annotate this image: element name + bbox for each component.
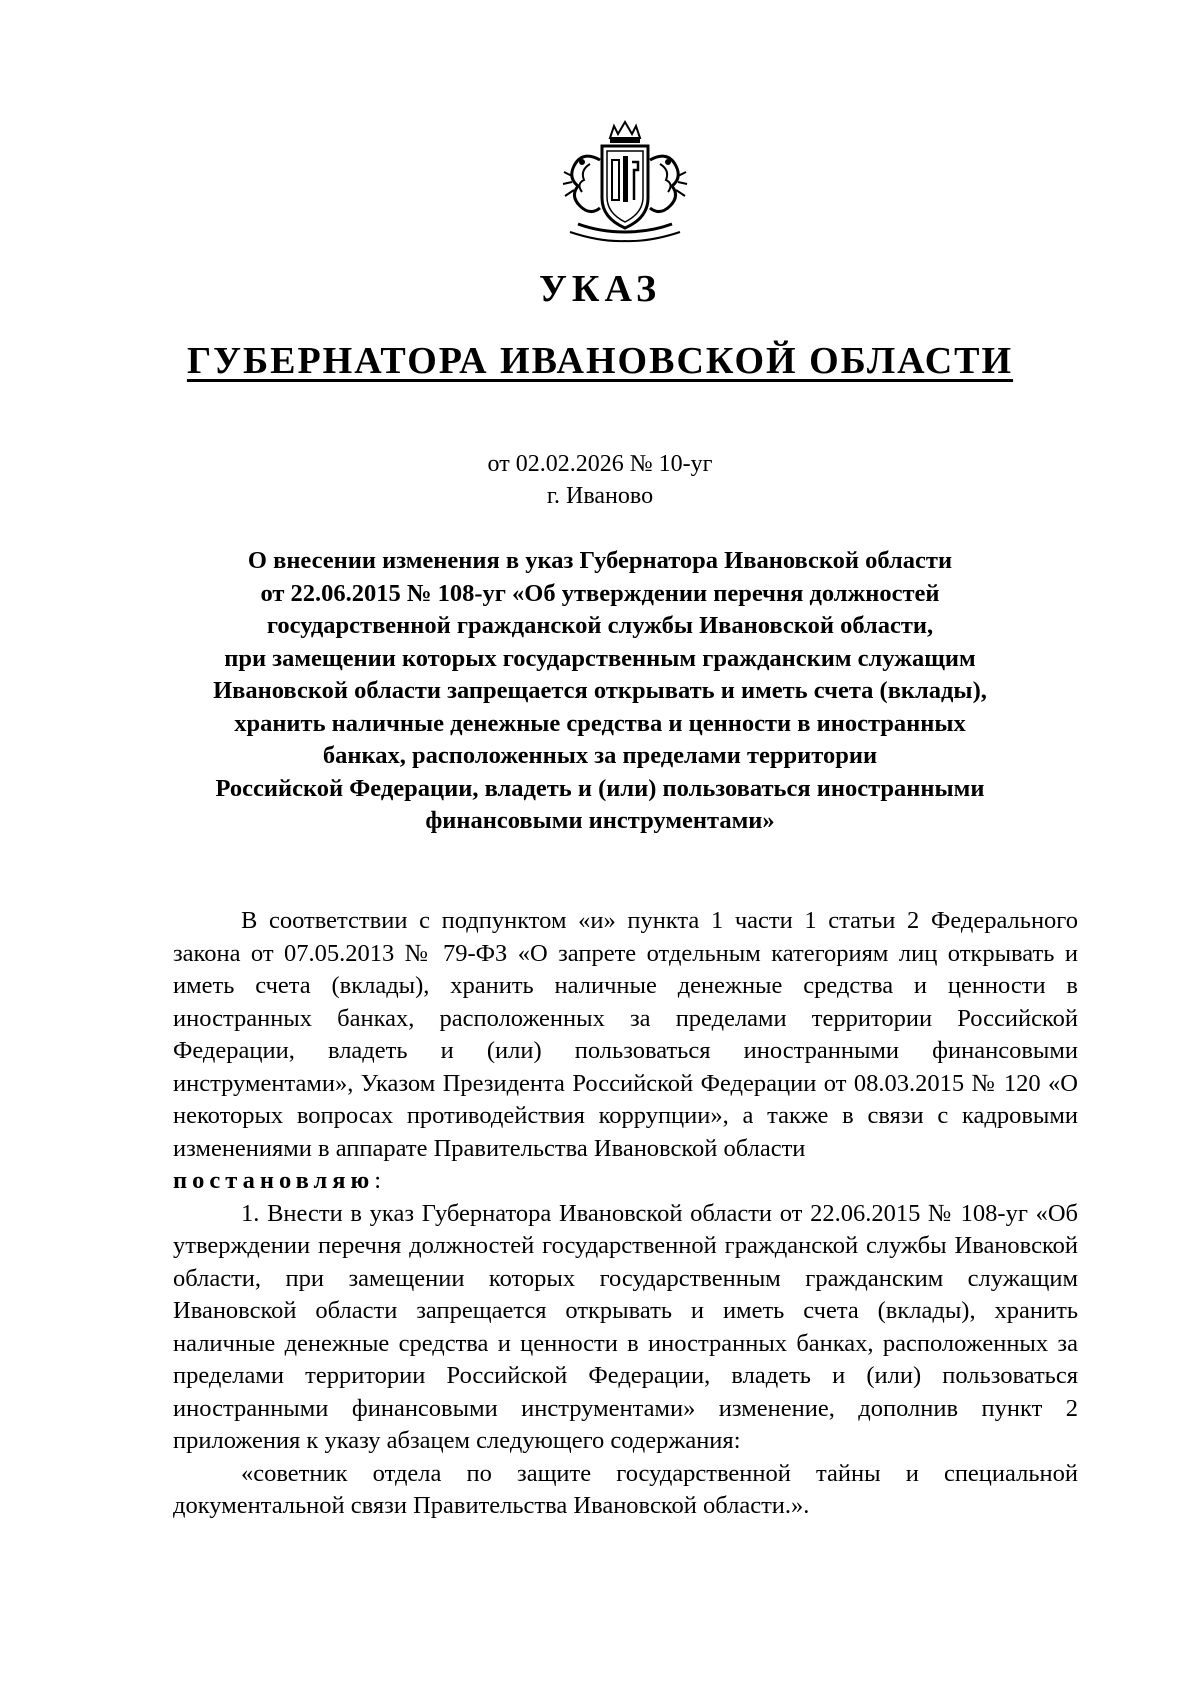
coat-of-arms-emblem [560, 120, 690, 245]
subject-line: банках, расположенных за пределами территории [322, 742, 878, 769]
document-city: г. Иваново [546, 483, 654, 509]
quote-paragraph: «советник отдела по защите государственной тайны и специальной документальной связи Правительства Ивановской области.». [173, 1459, 1078, 1519]
document-subtitle-text: ГУБЕРНАТОРА ИВАНОВСКОЙ ОБЛАСТИ [186, 340, 1014, 382]
subject-line: государственной гражданской службы Ивановской области, [266, 612, 934, 639]
subject-line: финансовыми инструментами» [425, 807, 775, 834]
subject-line: Российской Федерации, владеть и (или) пользоваться иностранными [215, 774, 985, 802]
subject-line: хранить наличные денежные средства и ценности в иностранных [234, 709, 966, 737]
resolve-paragraph [173, 1165, 1078, 1198]
item-1-paragraph: 1. Внести в указ Губернатора Ивановской области от 22.06.2015 № 108-уг «Об утверждении перечня должностей государственной гражданской службы Ивановской области, при замещении которых государственным гражданским служащим Ивановской области запрещается открывать и иметь счета (вклады), хранить наличные денежные средства и ценности в иностранных банках, расположенных за пределами территории Российской Федерации, владеть и (или) пользоваться иностранными финансовыми инструментами» изменение, дополнив пункт 2 приложения к указу абзацем следующего содержания: [173, 1199, 1078, 1454]
document-body [173, 905, 1078, 1523]
document-subject [130, 545, 1070, 838]
subject-line: от 22.06.2015 № 108-уг «Об утверждении перечня должностей [260, 579, 940, 607]
resolve-colon: : [374, 1167, 382, 1194]
resolve-word: постановляю [173, 1167, 375, 1194]
preamble-paragraph: В соответствии с подпунктом «и» пункта 1 части 1 статьи 2 Федерального закона от 07.05.2013 № 79-ФЗ «О запрете отдельным категориям лиц открывать и иметь счета (вклады), хранить наличные денежные средства и ценности в иностранных банках, расположенных за пределами территории Российской Федерации, владеть и (или) пользоваться иностранными финансовыми инструментами», Указом Президента Российской Федерации от 08.03.2015 № 120 «О некоторых вопросах противодействия коррупции», а также в связи с кадровыми изменениями в аппарате Правительства Ивановской области [173, 907, 1078, 1162]
subject-line: Ивановской области запрещается открывать и иметь счета (вклады), [213, 677, 987, 704]
subject-line: при замещении которых государственным гражданским служащим [224, 644, 976, 672]
document-date-number: от 02.02.2026 № 10-уг [487, 451, 713, 477]
document-title: УКАЗ [539, 268, 661, 310]
document-subtitle [0, 342, 1200, 380]
subject-line: О внесении изменения в указ Губернатора Ивановской области [247, 547, 953, 574]
